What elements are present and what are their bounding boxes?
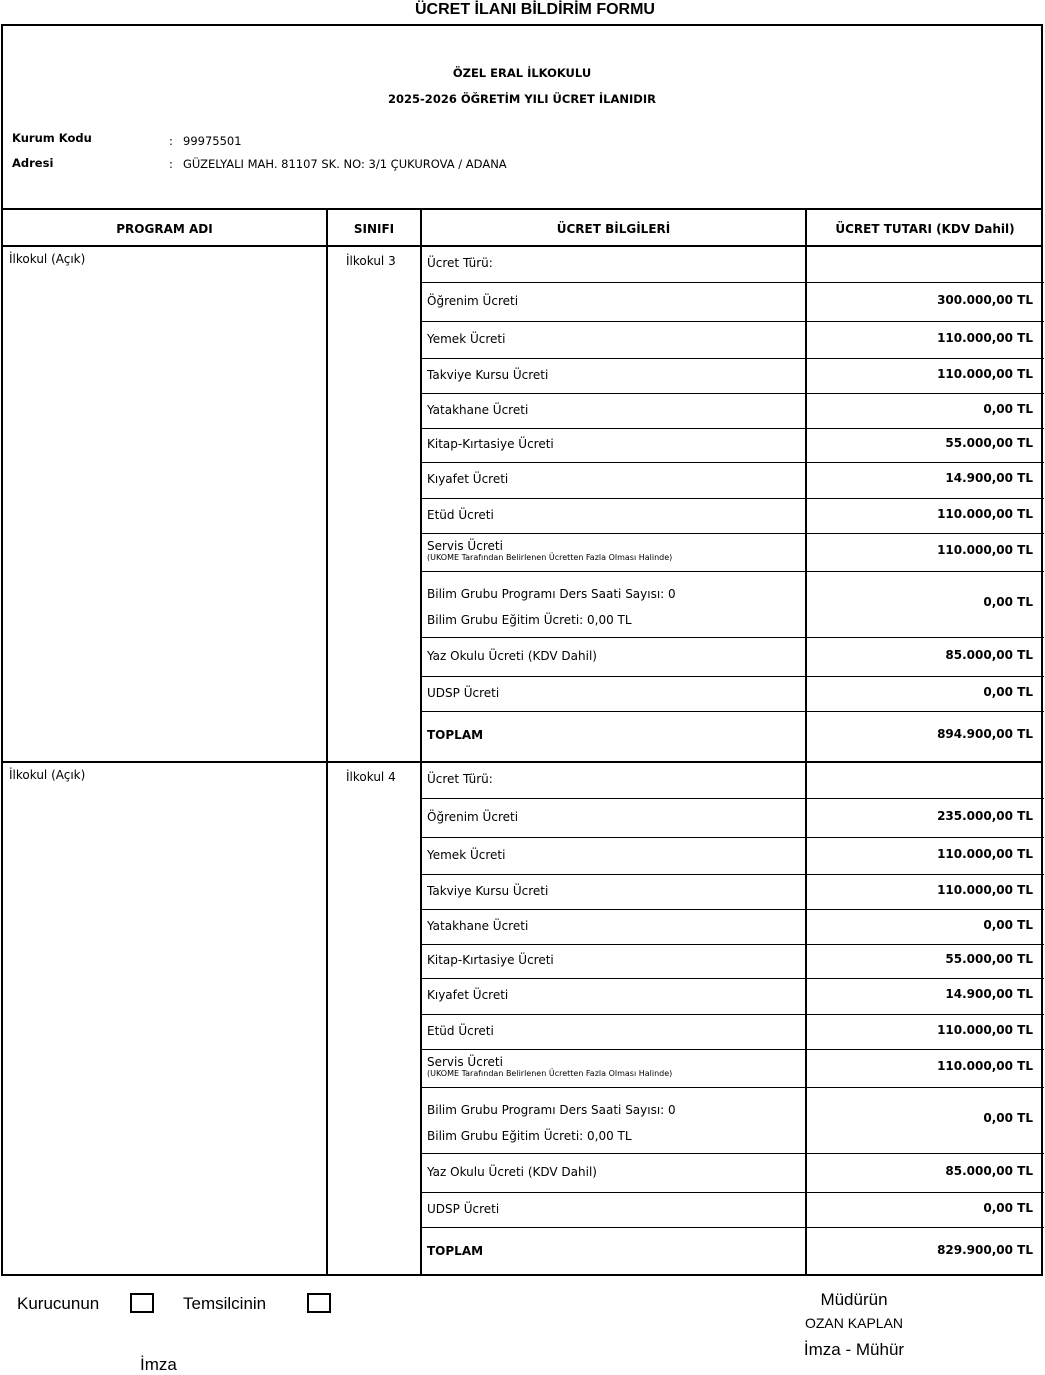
fee-label: Etüd Ücreti <box>427 508 494 522</box>
fee-label: Yatakhane Ücreti <box>427 403 529 417</box>
row-divider <box>421 321 1044 322</box>
fee-amount: 829.900,00 TL <box>937 1243 1033 1257</box>
fee-label-line-2: Bilim Grubu Eğitim Ücreti: 0,00 TL <box>427 1129 632 1143</box>
column-divider-2 <box>420 208 422 1276</box>
fee-label-text: Servis Ücreti <box>427 539 503 553</box>
row-divider <box>421 1049 1044 1050</box>
row-divider <box>421 428 1044 429</box>
row-divider <box>421 1227 1044 1228</box>
kurum-kodu-label: Kurum Kodu <box>12 131 92 145</box>
director-name: OZAN KAPLAN <box>804 1315 904 1331</box>
fee-note: (UKOME Tarafından Belirlenen Ücretten Fazla Olması Halinde) <box>427 1069 673 1078</box>
fee-amount: 110.000,00 TL <box>937 883 1033 897</box>
fee-amount: 55.000,00 TL <box>945 952 1033 966</box>
header-ucret-bilgileri: ÜCRET BİLGİLERİ <box>556 222 671 236</box>
fee-amount: 110.000,00 TL <box>937 1023 1033 1037</box>
column-divider-1 <box>326 208 328 1276</box>
header-bottom-line <box>3 245 1041 247</box>
fee-amount: 85.000,00 TL <box>945 648 1033 662</box>
fee-note: (UKOME Tarafından Belirlenen Ücretten Fazla Olması Halinde) <box>427 553 673 562</box>
fee-label: Kitap-Kırtasiye Ücreti <box>427 953 554 967</box>
fee-amount: 110.000,00 TL <box>937 543 1033 557</box>
fee-label: UDSP Ücreti <box>427 686 500 700</box>
class-name: İlkokul 4 <box>346 770 396 784</box>
kurucunun-checkbox[interactable] <box>130 1293 154 1313</box>
fee-amount: 0,00 TL <box>983 595 1033 609</box>
fee-amount: 85.000,00 TL <box>945 1164 1033 1178</box>
row-divider <box>421 393 1044 394</box>
fee-amount: 110.000,00 TL <box>937 507 1033 521</box>
form-frame <box>1 24 1043 1276</box>
fee-label: Yemek Ücreti <box>427 848 506 862</box>
fee-label-line-1: Bilim Grubu Programı Ders Saati Sayısı: 0 <box>427 587 676 601</box>
fee-amount: 55.000,00 TL <box>945 436 1033 450</box>
fee-amount: 0,00 TL <box>983 402 1033 416</box>
kurum-kodu-colon: : <box>169 134 173 148</box>
row-divider <box>421 637 1044 638</box>
class-name: İlkokul 3 <box>346 254 396 268</box>
fee-label: Yaz Okulu Ücreti (KDV Dahil) <box>427 1165 597 1179</box>
fee-amount: 0,00 TL <box>983 685 1033 699</box>
header-top-line <box>3 208 1041 210</box>
school-name: ÖZEL ERAL İLKOKULU <box>452 66 592 80</box>
mudurun-label: Müdürün <box>820 1290 888 1309</box>
fee-label: Kıyafet Ücreti <box>427 472 509 486</box>
row-divider <box>421 1014 1044 1015</box>
program-name: İlkokul (Açık) <box>9 768 86 782</box>
row-divider <box>421 944 1044 945</box>
fee-label-line-1: Bilim Grubu Programı Ders Saati Sayısı: 0 <box>427 1103 676 1117</box>
row-divider <box>421 1087 1044 1088</box>
row-divider <box>421 978 1044 979</box>
adresi-value: GÜZELYALI MAH. 81107 SK. NO: 3/1 ÇUKUROVA / ADANA <box>183 157 507 171</box>
header-program: PROGRAM ADI <box>116 222 213 236</box>
fee-label-line-2: Bilim Grubu Eğitim Ücreti: 0,00 TL <box>427 613 632 627</box>
fee-amount: 0,00 TL <box>983 1111 1033 1125</box>
row-divider <box>421 358 1044 359</box>
fee-label: Etüd Ücreti <box>427 1024 494 1038</box>
fee-amount: 300.000,00 TL <box>937 293 1033 307</box>
fee-label: Kıyafet Ücreti <box>427 988 509 1002</box>
fee-label: Ücret Türü: <box>427 772 493 786</box>
imza-muhur-label: İmza - Mühür <box>803 1340 905 1359</box>
fee-amount: 110.000,00 TL <box>937 367 1033 381</box>
imza-label: İmza <box>140 1355 177 1374</box>
row-divider <box>421 837 1044 838</box>
row-divider <box>421 711 1044 712</box>
fee-amount: 110.000,00 TL <box>937 847 1033 861</box>
section-divider <box>3 761 1041 763</box>
row-divider <box>421 533 1044 534</box>
fee-label: Ücret Türü: <box>427 256 493 270</box>
fee-label <box>427 539 672 563</box>
fee-amount: 14.900,00 TL <box>945 987 1033 1001</box>
kurucunun-label: Kurucunun <box>17 1294 100 1313</box>
row-divider <box>421 498 1044 499</box>
program-name: İlkokul (Açık) <box>9 252 86 266</box>
adresi-label: Adresi <box>12 156 54 170</box>
fee-amount: 110.000,00 TL <box>937 1059 1033 1073</box>
row-divider <box>421 874 1044 875</box>
column-divider-3 <box>805 208 807 1276</box>
fee-label: UDSP Ücreti <box>427 1202 500 1216</box>
fee-label: Kitap-Kırtasiye Ücreti <box>427 437 554 451</box>
fee-label: Yatakhane Ücreti <box>427 919 529 933</box>
fee-label: Takviye Kursu Ücreti <box>427 884 549 898</box>
fee-label <box>427 1097 676 1149</box>
row-divider <box>421 282 1044 283</box>
fee-label-text: Servis Ücreti <box>427 1055 503 1069</box>
temsilcinin-label: Temsilcinin <box>183 1294 267 1313</box>
header-ucret-tutari: ÜCRET TUTARI (KDV Dahil) <box>835 222 1015 236</box>
row-divider <box>421 462 1044 463</box>
kurum-kodu-value: 99975501 <box>183 134 242 148</box>
row-divider <box>421 1153 1044 1154</box>
fee-amount: 14.900,00 TL <box>945 471 1033 485</box>
fee-amount: 894.900,00 TL <box>937 727 1033 741</box>
school-header <box>3 60 1041 112</box>
fee-amount: 0,00 TL <box>983 1201 1033 1215</box>
fee-label: Öğrenim Ücreti <box>427 810 519 824</box>
fee-amount: 0,00 TL <box>983 918 1033 932</box>
adresi-colon: : <box>169 157 173 171</box>
row-divider <box>421 571 1044 572</box>
row-divider <box>421 909 1044 910</box>
fee-label: TOPLAM <box>427 728 484 742</box>
header-sinifi: SINIFI <box>353 222 395 236</box>
form-title: ÜCRET İLANI BİLDİRİM FORMU <box>415 1 655 18</box>
fee-label: Yemek Ücreti <box>427 332 506 346</box>
fee-label: Yaz Okulu Ücreti (KDV Dahil) <box>427 649 597 663</box>
temsilcinin-checkbox[interactable] <box>307 1293 331 1313</box>
fee-label <box>427 1055 672 1079</box>
row-divider <box>421 798 1044 799</box>
row-divider <box>421 676 1044 677</box>
fee-label: Öğrenim Ücreti <box>427 294 519 308</box>
fee-label: TOPLAM <box>427 1244 484 1258</box>
fee-label <box>427 581 676 633</box>
row-divider <box>421 1192 1044 1193</box>
announcement-title: 2025-2026 ÖĞRETİM YILI ÜCRET İLANIDIR <box>388 92 656 106</box>
fee-amount: 110.000,00 TL <box>937 331 1033 345</box>
fee-label: Takviye Kursu Ücreti <box>427 368 549 382</box>
fee-amount: 235.000,00 TL <box>937 809 1033 823</box>
